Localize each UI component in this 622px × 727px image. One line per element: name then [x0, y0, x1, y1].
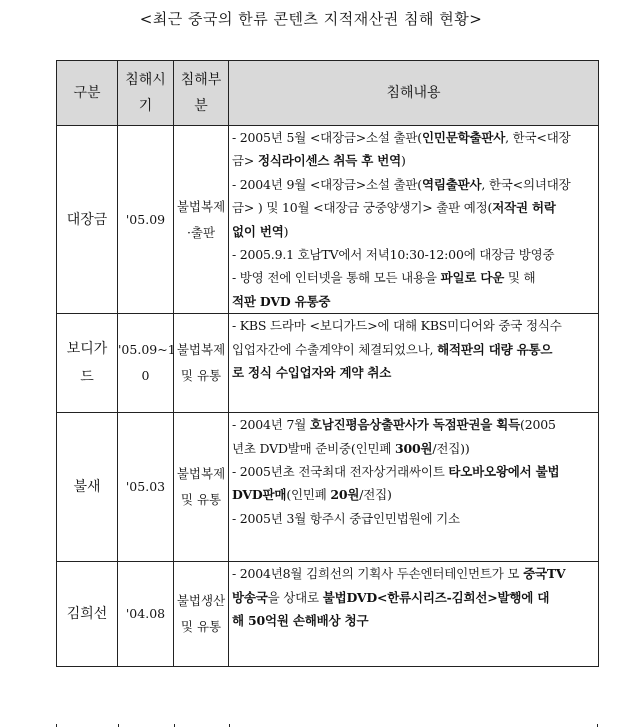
row-content: - 2005년 5월 <대장금>소설 출판(인민문학출판사, 한국<대장 금> 정식라이센스 취득 후 번역) - 2004년 9월 <대장금>소설 출판(역림출판사, 한국<의녀대장 금> ) 및 10월 <대장금 궁중양생기> 출판 예정(저작권 허락 없이 번역) - 2005.9.1 호남TV에서 저녁10:30-12:00에 대장금 방영중 - 방영 전에 인터넷을 통해 모든 내용을 파일로 다운 및 해 적판 DVD 유통중: [229, 126, 599, 314]
row-type: 불법복제 및 유통: [174, 314, 229, 413]
row-category: 대장금: [57, 126, 118, 314]
row-content: - 2004년8월 김희선의 기획사 두손엔터테인먼트가 모 중국TV 방송국을 상대로 불법DVD<한류시리즈-김희선>발행에 대 해 50억원 손해배상 청구: [229, 562, 599, 667]
row-date: '05.03: [118, 413, 174, 562]
row-category: 불새: [57, 413, 118, 562]
row-type: 불법복제 및 유통: [174, 413, 229, 562]
row-category: 김희선: [57, 562, 118, 667]
row-date: '05.09: [118, 126, 174, 314]
row-date: '05.09~1 0: [118, 314, 174, 413]
table-row: [57, 126, 599, 314]
header-category: 구분: [57, 61, 118, 126]
row-content: - KBS 드라마 <보디가드>에 대해 KBS미디어와 중국 정식수 입업자간에 수출계약이 체결되었으나, 해적판의 대량 유통으 로 정식 수입업자와 계약 취소: [229, 314, 599, 413]
header-type: 침해부 분: [174, 61, 229, 126]
header-row: [57, 61, 599, 126]
row-type: 불법복제 ·출판: [174, 126, 229, 314]
header-content: 침해내용: [229, 61, 599, 126]
row-date: '04.08: [118, 562, 174, 667]
table-row: [57, 562, 599, 667]
table-row: [57, 413, 599, 562]
table-row: [57, 314, 599, 413]
row-category: 보디가 드: [57, 314, 118, 413]
row-type: 불법생산 및 유통: [174, 562, 229, 667]
document-title: <최근 중국의 한류 콘텐츠 지적재산권 침해 현황>: [139, 10, 483, 28]
header-date: 침해시 기: [118, 61, 174, 126]
infringement-table: [56, 60, 599, 667]
row-content: - 2004년 7월 호남진평음상출판사가 독점판권을 획득(2005 년초 DVD발매 준비중(인민폐 300원/전집)) - 2005년초 전국최대 전자상거래싸이트 타오바오왕에서 불법 DVD판매(인민폐 20원/전집) - 2005년 3월 항주시 중급인민법원에 기소: [229, 413, 599, 562]
